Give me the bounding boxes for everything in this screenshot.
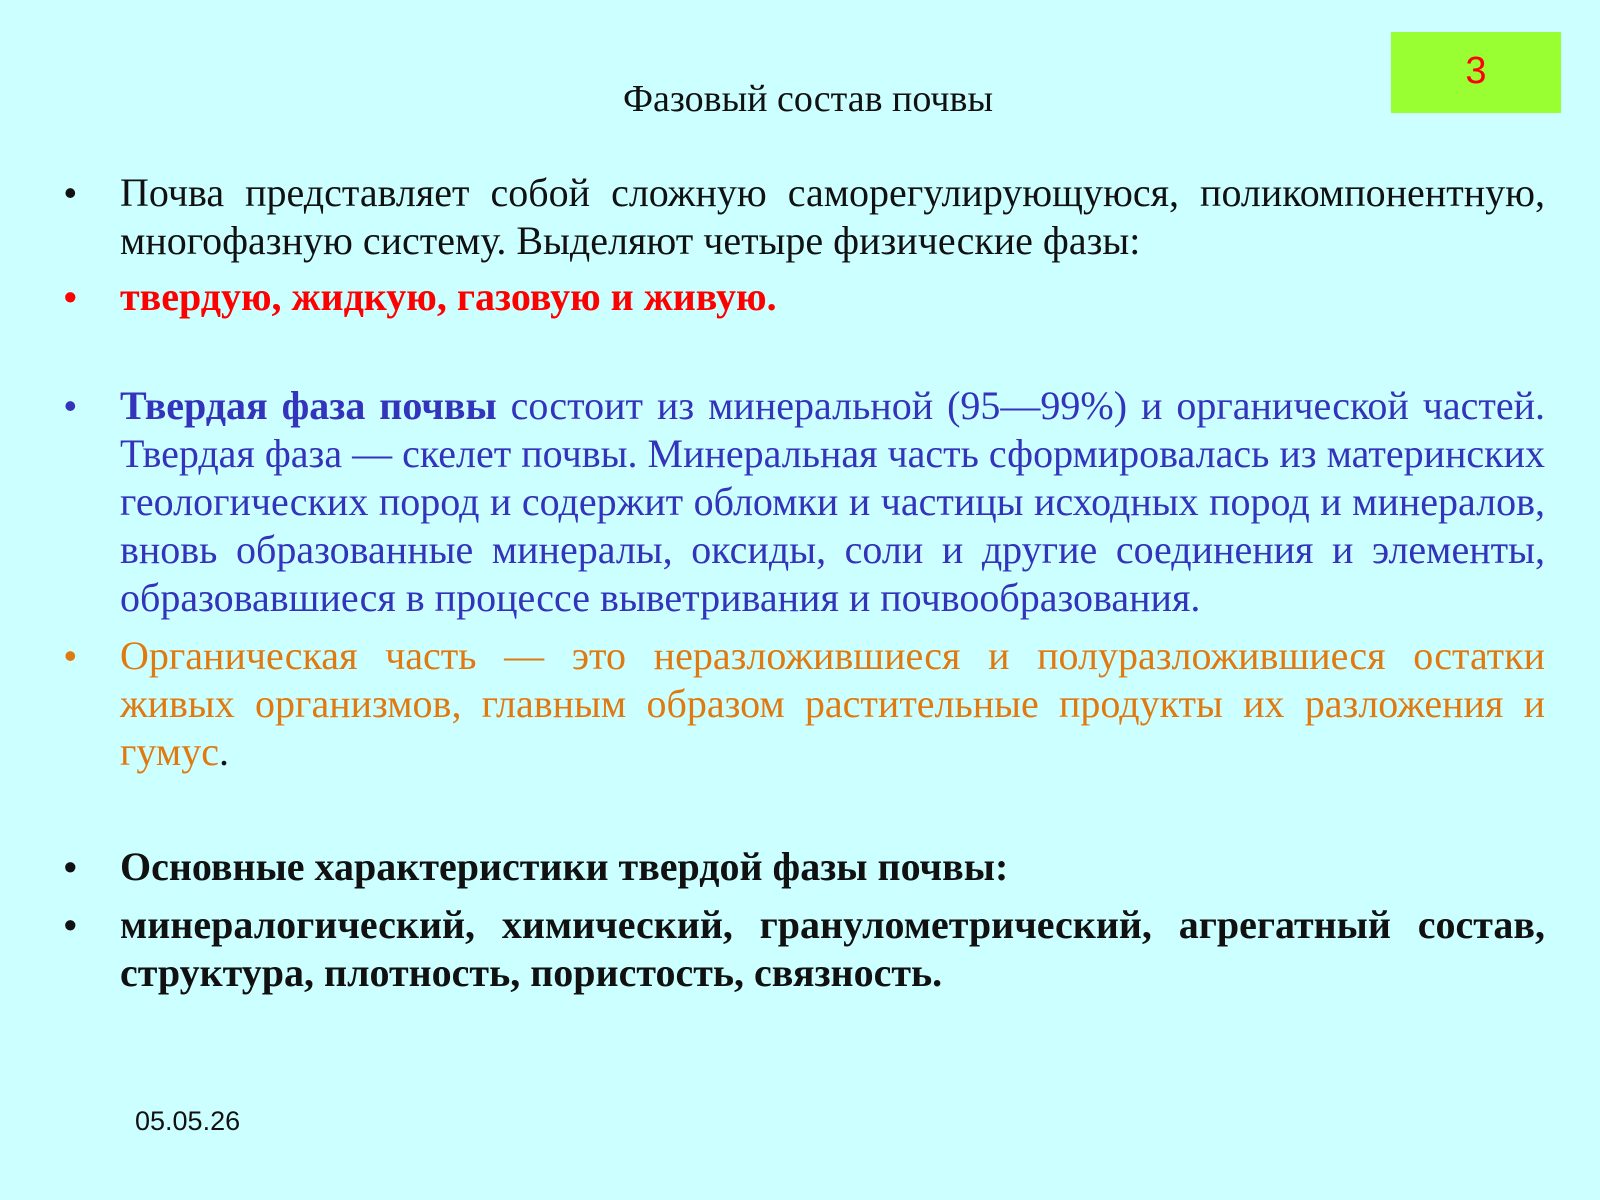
bullet-marker: • bbox=[64, 276, 77, 317]
bullet-organic-part bbox=[64, 632, 1545, 776]
bullet-main-characteristics bbox=[64, 843, 1545, 891]
bullet-solid-lead: Твердая фаза почвы bbox=[120, 383, 497, 428]
bullet-marker: • bbox=[64, 172, 77, 213]
bullet-marker: • bbox=[64, 846, 77, 887]
bullet-marker: • bbox=[64, 635, 77, 676]
bullet-intro-text: Почва представляет собой сложную саморегулирующуюся, поликомпонентную, многофазную систему. Выделяют четыре физические фазы: bbox=[120, 170, 1545, 263]
bullet-organic-end: . bbox=[218, 729, 229, 774]
slide-number-badge: 3 bbox=[1391, 32, 1561, 113]
bullet-solid-phase bbox=[64, 382, 1545, 622]
bullet-main-heading: Основные характеристики твердой фазы почвы: bbox=[120, 844, 1009, 889]
bullet-solid-text: состоит из минеральной (95—99%) и органической частей. Твердая фаза — скелет почвы. Минеральная часть сформировалась из материнских геологических пород и содержит обломки и частицы исходных пород и минералов, вновь образованные минералы, оксиды, соли и другие соединения и элементы, образовавшиеся в процессе выветривания и почвообразования. bbox=[120, 383, 1545, 620]
bullet-characteristics-list bbox=[64, 901, 1545, 997]
bullet-marker: • bbox=[64, 385, 77, 426]
bullet-characteristics-text: минералогический, химический, гранулометрический, агрегатный состав, структура, плотность, пористость, связность. bbox=[120, 902, 1545, 995]
bullet-marker: • bbox=[64, 904, 77, 945]
bullet-phases bbox=[64, 273, 1545, 321]
bullet-phases-text: твердую, жидкую, газовую и живую. bbox=[120, 274, 777, 319]
bullet-intro bbox=[64, 169, 1545, 265]
slide-title: Фазовый состав почвы bbox=[623, 78, 993, 120]
bullet-organic-text: Органическая часть — это неразложившиеся и полуразложившиеся остатки живых организмов, главным образом растительные продукты их разложения и гумус bbox=[120, 633, 1545, 774]
bullet-list bbox=[64, 169, 1545, 997]
slide-date: 05.05.26 bbox=[135, 1106, 241, 1136]
